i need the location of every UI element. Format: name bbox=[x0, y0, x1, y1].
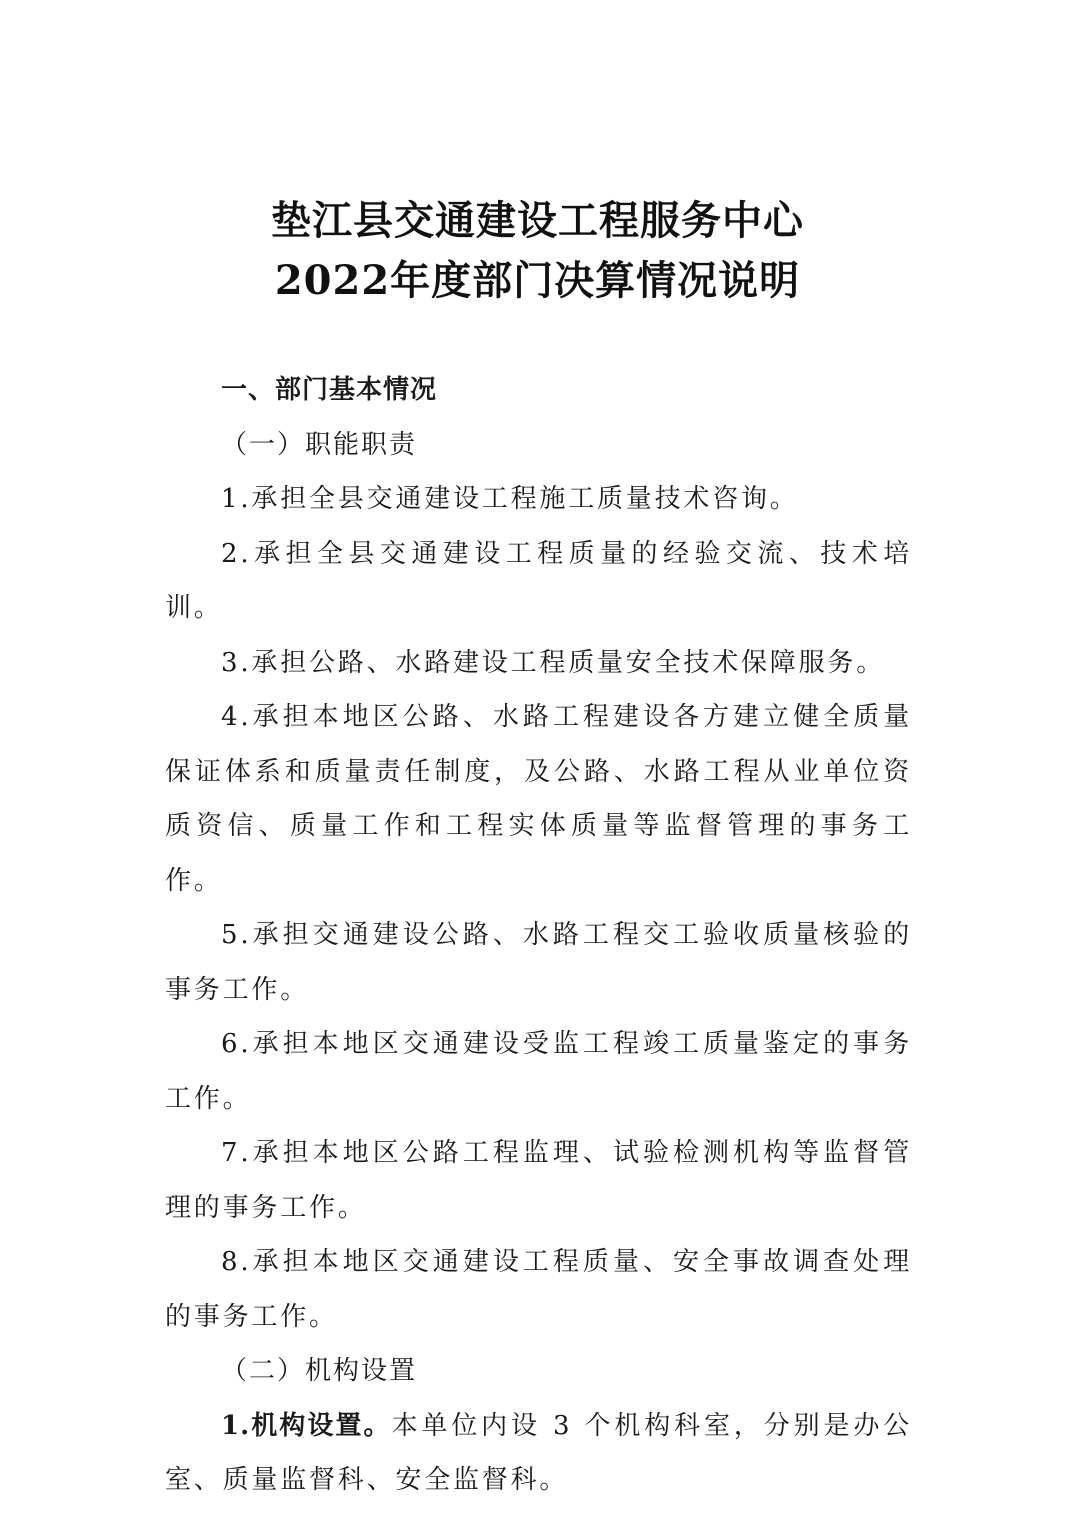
document-title-line2: 2022年度部门决算情况说明 bbox=[274, 257, 801, 304]
duty-item-3: 3.承担公路、水路建设工程质量安全技术保障服务。 bbox=[221, 647, 886, 678]
duty-item-8: 8.承担本地区交通建设工程质量、安全事故调查处理的事务工作。 bbox=[165, 1247, 912, 1332]
subsection-heading-duties: （一）职能职责 bbox=[221, 429, 418, 460]
document-body bbox=[165, 363, 912, 1508]
organization-text: 本单位内设 3 个机构科室，分别是办公室、质量监督科、安全监督科。 bbox=[165, 1410, 912, 1495]
document-title-line1: 垫江县交通建设工程服务中心 bbox=[271, 197, 804, 244]
organization-lead: 1.机构设置。 bbox=[221, 1410, 392, 1441]
duty-item-4: 4.承担本地区公路、水路工程建设各方建立健全质量保证体系和质量责任制度，及公路、水路工程从业单位资质资信、质量工作和工程实体质量等监督管理的事务工作。 bbox=[165, 702, 912, 896]
duty-item-5: 5.承担交通建设公路、水路工程交工验收质量核验的事务工作。 bbox=[165, 920, 912, 1005]
organization-paragraph bbox=[165, 1399, 912, 1508]
duty-item-7: 7.承担本地区公路工程监理、试验检测机构等监督管理的事务工作。 bbox=[165, 1138, 912, 1223]
duty-item-6: 6.承担本地区交通建设受监工程竣工质量鉴定的事务工作。 bbox=[165, 1029, 912, 1114]
duty-item-1: 1.承担全县交通建设工程施工质量技术咨询。 bbox=[221, 484, 799, 514]
duty-item-2: 2.承担全县交通建设工程质量的经验交流、技术培训。 bbox=[165, 538, 912, 623]
subsection-heading-organization: （二）机构设置 bbox=[221, 1356, 418, 1386]
section-heading-basic-info: 一、部门基本情况 bbox=[221, 375, 438, 405]
